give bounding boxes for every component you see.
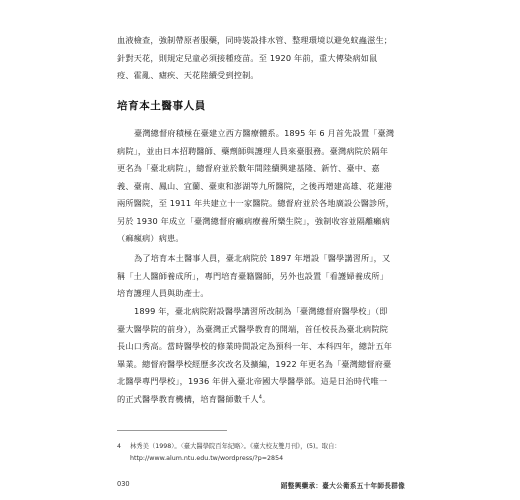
text-line: 義、臺南、鳳山、宜蘭、臺東和澎湖等九所醫院，之後再增建高雄、花蓮港 — [117, 180, 393, 191]
text-line: 針對天花，則規定兒童必須接種疫苗。至 1920 年前，重大傳染病如鼠 — [117, 52, 378, 63]
intro-paragraph — [117, 32, 397, 85]
footnote-divider — [117, 430, 227, 431]
text-line: 兩所醫院，至 1911 年共建立十一家醫院。總督府並於各地廣設公醫診所， — [117, 198, 395, 208]
text-line: 稱「土人醫師養成所」，專門培育臺籍醫師，另外也設置「看護婦養成所」 — [117, 270, 389, 281]
text-line-final — [117, 391, 397, 409]
text-line: 血液檢查，強制帶原者服藥，同時裝設排水管、整理環境以避免蚊蟲滋生； — [117, 35, 393, 45]
text-line: 臺大醫學院的前身），為臺灣正式醫學教育的開端，首任校長為臺北病院院 — [117, 323, 389, 334]
text-line: 疫、霍亂、瘧疾、天花陸續受到控制。 — [117, 70, 259, 80]
sentence-end: 。 — [262, 393, 271, 404]
body-paragraph — [117, 303, 397, 408]
footnote-text: 林秀美（1998）。〈臺大醫學院百年紀略〉。《臺大校友雙月刊》，(5)。取自： — [130, 443, 341, 450]
body-paragraph — [117, 125, 397, 248]
text-line: 為了培育本土醫事人員，臺北病院於 1897 年增設「醫學講習所」，又 — [134, 253, 391, 263]
text-line: 的正式醫學教育機構，培育醫師數千人 — [117, 393, 259, 404]
text-line: 培育護理人員與助產士。 — [117, 288, 209, 298]
footnote-url-link[interactable]: http://www.alum.ntu.edu.tw/wordpress/?p=2854 — [130, 454, 284, 462]
text-line: 長山口秀高。當時醫學校的修業時間設定為預科一年、本科四年，總計五年 — [117, 341, 393, 351]
footnote-reference[interactable]: 4 — [258, 393, 263, 400]
running-title: 蹈整興藥承：臺大公衛系五十年師長群像 — [280, 482, 405, 490]
text-line: 另於 1930 年成立「臺灣總督府癩病療養所樂生院」，強制收容並隔離癩病 — [117, 215, 390, 226]
section-heading: 培育本土醫事人員 — [117, 100, 206, 112]
footnote — [117, 441, 417, 464]
text-line: 畢業。總督府醫學校經歷多次改名及擴編，1922 年更名為「臺灣總督府臺 — [117, 358, 392, 369]
text-line: 北醫學專門學校」，1936 年併入臺北帝國大學醫學部。這是日治時代唯一 — [117, 376, 388, 386]
text-line: 更名為「臺北病院」，總督府並於數年間陸續興建基隆、新竹、臺中、嘉 — [117, 163, 380, 173]
page-number: 030 — [117, 480, 130, 488]
text-line: 病院」，並由日本招聘醫師、藥劑師與護理人員來臺服務。臺灣病院於隔年 — [117, 145, 389, 156]
text-line: （痲瘋病）病患。 — [117, 233, 184, 243]
footnote-number: 4 — [117, 443, 122, 450]
body-paragraph — [117, 250, 397, 303]
text-line: 臺灣總督府積極在臺建立西方醫療體系。1895 年 6 月首先設置「臺灣 — [134, 128, 395, 138]
text-line: 1899 年，臺北病院附設醫學講習所改制為「臺灣總督府醫學校」（即 — [134, 306, 388, 316]
